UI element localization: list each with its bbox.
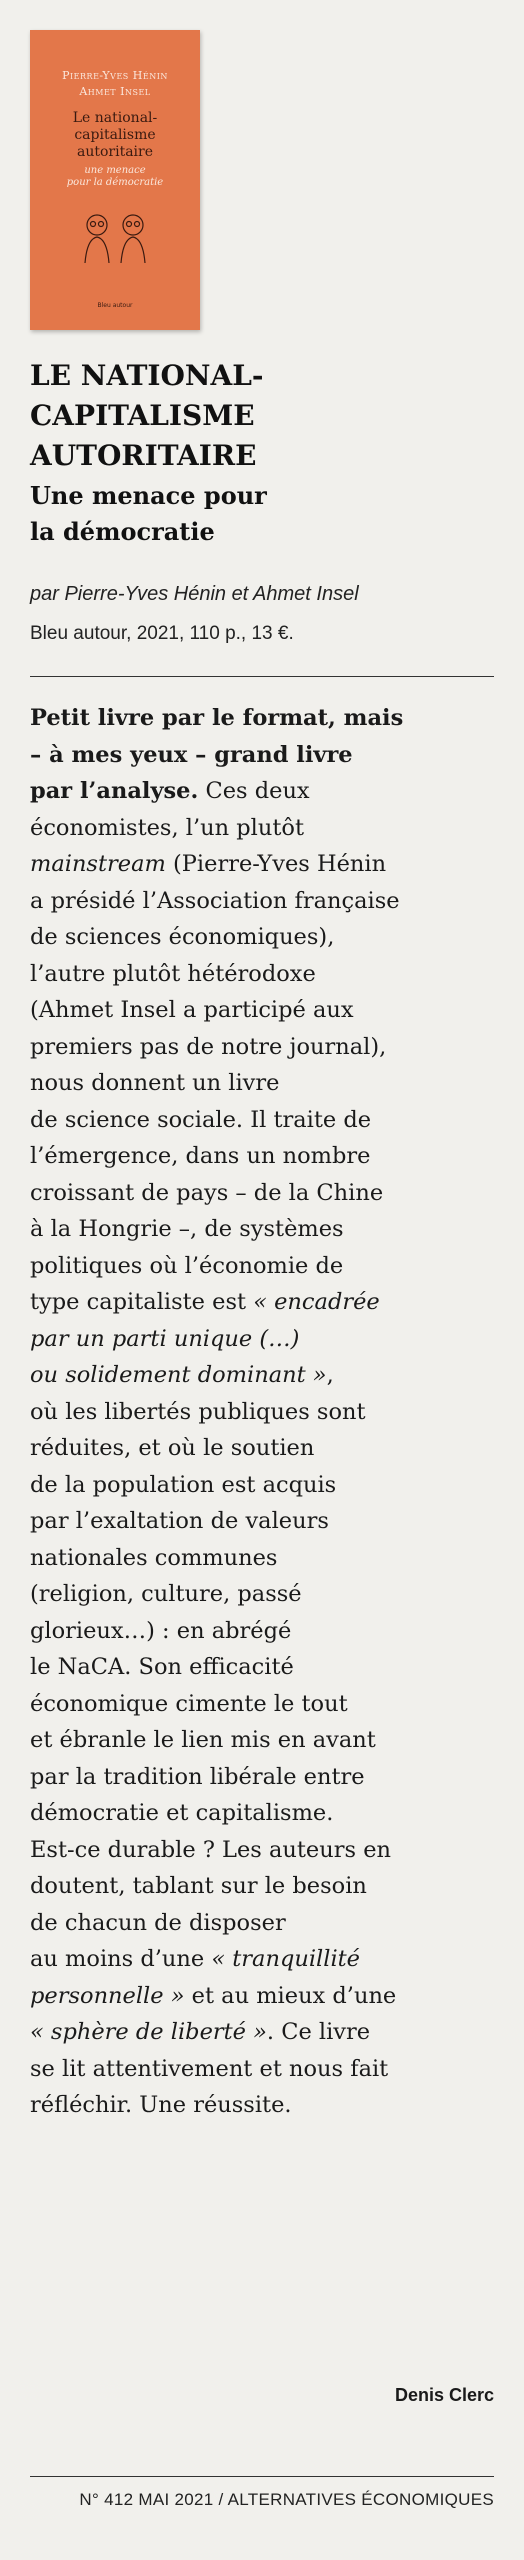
cover-authors [30,68,200,100]
review-text-segment: type capitaliste est [30,1289,254,1315]
review-line [30,1576,500,1613]
cover-subtitle: une menace pour la démocratie [66,165,164,188]
review-line [30,1868,500,1905]
review-text-segment: de science sociale. Il traite de [30,1106,372,1133]
review-text-segment: croissant de pays – de la Chine [30,1179,384,1206]
review-text-segment: le NaCA. Son efficacité [30,1654,294,1680]
review-text-segment: personnelle » [30,1982,185,2009]
review-line [30,1321,500,1358]
review-line [30,1138,500,1175]
review-line [30,1102,500,1139]
review-text-segment: glorieux…) : en abrégé [30,1617,292,1644]
review-line [30,1613,500,1650]
divider-bottom [30,2476,494,2477]
review-line [30,810,500,847]
review-line [30,1467,500,1504]
review-line [30,1029,500,1066]
review-text-segment: et ébranle le lien mis en avant [30,1727,376,1753]
review-line [30,700,500,737]
review-line [30,1905,500,1942]
review-text-segment: ou solidement dominant » [30,1362,327,1388]
cover-author-1: Pierre-Yves Hénin [62,69,168,82]
review-line [30,1284,500,1321]
review-line [30,1211,500,1248]
review-line [30,1175,500,1212]
review-line [30,1503,500,1540]
review-signature: Denis Clerc [394,2385,494,2405]
review-line [30,1394,500,1431]
review-body [30,700,500,2124]
cover-publisher: Bleu autour [97,302,133,309]
review-text-segment: mainstream [30,851,166,877]
review-line [30,1357,500,1394]
review-line [30,2014,500,2051]
review-text-segment: se lit attentivement et nous fait [30,2055,389,2082]
divider-top [30,676,494,677]
review-text-segment: par la tradition libérale entre [30,1763,365,1790]
cover-portraits-illustration [75,205,155,265]
review-text-segment: économistes, l’un plutôt [30,814,304,841]
book-publication-info: Bleu autour, 2021, 110 p., 13 €. [30,623,294,644]
review-line [30,1832,500,1869]
review-line [30,1248,500,1285]
review-text-segment: par l’exaltation de valeurs [30,1508,329,1534]
review-text-segment: de chacun de disposer [30,1909,286,1936]
book-authors: par Pierre-Yves Hénin et Ahmet Insel [30,583,359,605]
review-text-segment: nous donnent un livre [30,1070,280,1096]
review-text-segment: de sciences économiques), [30,924,335,950]
book-subtitle: Une menace pour la démocratie [30,481,267,546]
review-line [30,992,500,1029]
review-text-segment: par l’analyse. [30,778,199,804]
review-text-segment: au moins d’une [30,1946,212,1972]
review-text-segment: Petit livre par le format, mais [30,705,404,731]
review-text-segment: (Ahmet Insel a participé aux [30,997,354,1023]
review-line [30,1759,500,1796]
review-line [30,956,500,993]
book-cover [30,30,200,330]
review-text-segment: Ces deux [198,778,310,804]
review-line [30,1686,500,1723]
review-text-segment: nationales communes [30,1544,278,1571]
review-line [30,883,500,920]
review-text-segment: économique cimente le tout [30,1690,348,1717]
review-line [30,1941,500,1978]
review-line [30,1430,500,1467]
review-line [30,1649,500,1686]
page-footer: N° 412 MAI 2021 / ALTERNATIVES ÉCONOMIQUES [79,2490,494,2509]
review-text-segment: l’autre plutôt hétérodoxe [30,960,316,987]
review-line [30,1540,500,1577]
review-text-segment: « sphère de liberté » [30,2019,267,2045]
review-line [30,2051,500,2088]
review-line [30,1795,500,1832]
review-text-segment: réfléchir. Une réussite. [30,2092,292,2118]
review-text-segment: – à mes yeux – grand livre [30,741,353,768]
review-text-segment: premiers pas de notre journal), [30,1033,387,1060]
review-line [30,1065,500,1102]
review-line [30,919,500,956]
review-text-segment: doutent, tablant sur le besoin [30,1873,367,1899]
review-text-segment: réduites, et où le soutien [30,1435,315,1461]
review-text-segment: l’émergence, dans un nombre [30,1143,371,1169]
review-line [30,1722,500,1759]
review-text-segment: de la population est acquis [30,1471,337,1498]
review-line [30,737,500,774]
cover-title: Le national- capitalisme autoritaire [72,110,158,160]
review-text-segment: . Ce livre [266,2019,371,2045]
review-text-segment: démocratie et capitalisme. [30,1800,334,1826]
review-text-segment: , [326,1362,334,1388]
cover-author-2: Ahmet Insel [79,85,151,98]
review-text-segment: « tranquillité [211,1946,360,1972]
review-line [30,2087,500,2124]
review-text-segment: (religion, culture, passé [30,1581,302,1607]
review-text-segment: (Pierre-Yves Hénin [165,851,387,877]
book-title: LE NATIONAL- CAPITALISME AUTORITAIRE [30,359,264,472]
review-text-segment: à la Hongrie –, de systèmes [30,1216,344,1242]
review-text-segment: par un parti unique (…) [30,1325,300,1352]
review-text-segment: politiques où l’économie de [30,1252,344,1279]
review-text-segment: où les libertés publiques sont [30,1398,366,1425]
review-text-segment: et au mieux d’une [184,1982,397,2009]
review-line [30,773,500,810]
review-text-segment: Est-ce durable ? Les auteurs en [30,1836,391,1863]
review-text-segment: « encadrée [253,1289,380,1315]
review-line [30,846,500,883]
review-line [30,1978,500,2015]
review-text-segment: a présidé l’Association française [30,887,400,914]
